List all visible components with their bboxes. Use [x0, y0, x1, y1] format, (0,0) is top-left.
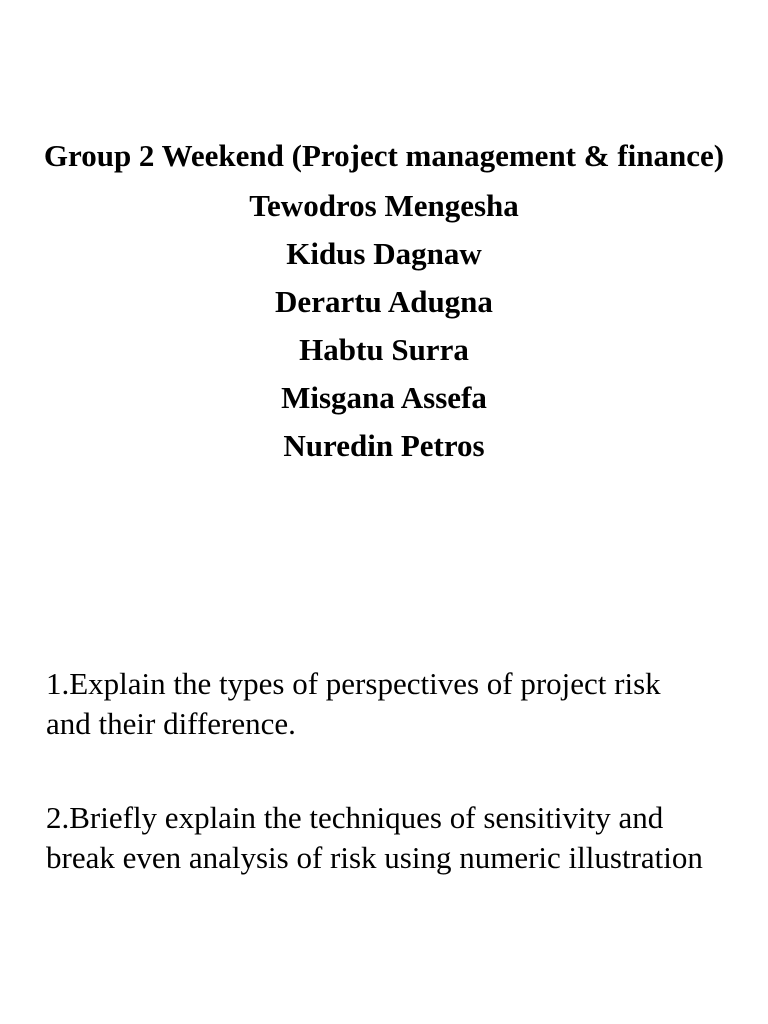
member-name: Tewodros Mengesha — [249, 188, 519, 223]
member-name: Kidus Dagnaw — [286, 236, 482, 271]
question-list — [46, 664, 706, 932]
member-name: Habtu Surra — [299, 332, 469, 367]
question-2: 2.Briefly explain the techniques of sensitivity and break even analysis of risk using numeric illustration — [46, 800, 703, 875]
member-name: Derartu Adugna — [275, 284, 493, 319]
group-title: Group 2 Weekend (Project management & finance) — [43, 138, 725, 173]
member-name: Misgana Assefa — [281, 380, 487, 415]
cover-header — [40, 136, 728, 470]
member-name: Nuredin Petros — [283, 428, 485, 463]
question-1: 1.Explain the types of perspectives of project risk and their difference. — [46, 666, 661, 741]
